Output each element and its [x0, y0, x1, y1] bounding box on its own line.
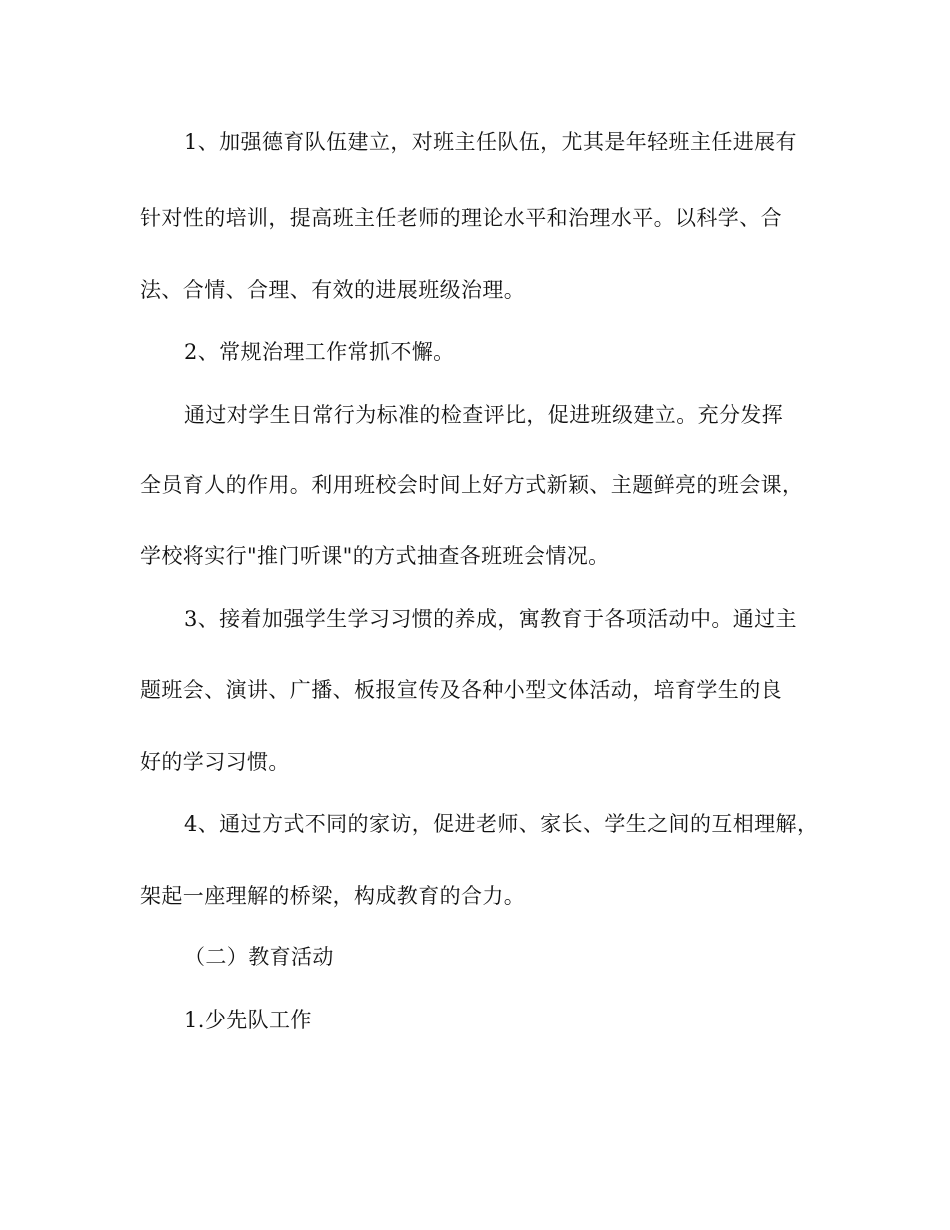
paragraph-4-line-2: 架起一座理解的桥梁，构成教育的合力。	[140, 884, 526, 908]
subsection-heading: 1.少先队工作	[184, 1008, 312, 1032]
paragraph-2-line-1: 通过对学生日常行为标准的检查评比，促进班级建立。充分发挥	[184, 403, 784, 427]
paragraph-2-line-2: 全员育人的作用。利用班校会时间上好方式新颖、主题鲜亮的班会课，	[140, 473, 804, 497]
paragraph-3-line-1: 3、接着加强学生学习习惯的养成，寓教育于各项活动中。通过主	[184, 607, 797, 631]
paragraph-2-line-3: 学校将实行"推门听课"的方式抽查各班班会情况。	[140, 544, 610, 568]
paragraph-3-line-2: 题班会、演讲、广播、板报宣传及各种小型文体活动，培育学生的良	[140, 678, 782, 702]
paragraph-1-line-3: 法、合情、合理、有效的进展班级治理。	[140, 278, 526, 302]
paragraph-4-line-1: 4、通过方式不同的家访，促进老师、家长、学生之间的互相理解，	[184, 812, 819, 836]
section-heading: （二）教育活动	[184, 945, 334, 969]
paragraph-1-line-2: 针对性的培训，提高班主任老师的理论水平和治理水平。以科学、合	[140, 206, 782, 230]
paragraph-3-line-3: 好的学习习惯。	[140, 750, 290, 774]
paragraph-1-line-1: 1、加强德育队伍建立，对班主任队伍，尤其是年轻班主任进展有	[184, 130, 797, 154]
item-2-heading: 2、常规治理工作常抓不懈。	[184, 340, 455, 364]
